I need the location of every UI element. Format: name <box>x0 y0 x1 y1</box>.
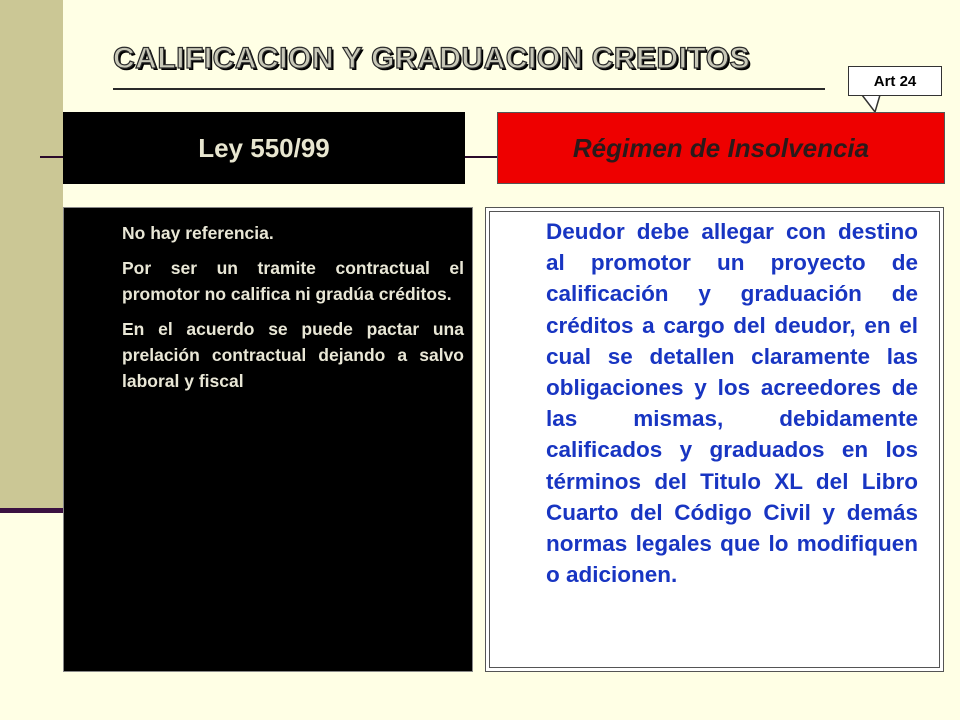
ley-550-paragraph-2: Por ser un tramite contractual el promotor no califica ni gradúa créditos. <box>122 258 464 304</box>
slide-title: CALIFICACION Y GRADUACION CREDITOS <box>113 42 751 75</box>
ley-550-paragraph-3: En el acuerdo se puede pactar una prelación contractual dejando a salvo laboral y fiscal <box>122 319 464 391</box>
regimen-insolvencia-panel <box>485 207 944 672</box>
header-ley-550: Ley 550/99 <box>63 112 465 184</box>
regimen-insolvencia-text: Deudor debe allegar con destino al promotor un proyecto de calificación y graduación de créditos a cargo del deudor, en el cual se detallen claramente las obligaciones y los acreedores de las mismas, debidamente calificados y graduados en los términos del Titulo XL del Libro Cuarto del Código Civil y demás normas legales que lo modifiquen o adicionen. <box>546 219 918 588</box>
decorative-side-bar <box>0 0 63 511</box>
title-underline <box>113 88 825 90</box>
connector-line-left <box>40 156 64 158</box>
header-regimen-insolvencia: Régimen de Insolvencia <box>497 112 945 184</box>
ley-550-paragraph-1: No hay referencia. <box>122 223 274 243</box>
ley-550-panel <box>63 207 473 672</box>
decorative-side-rule <box>0 508 63 513</box>
ley-550-text <box>122 220 464 403</box>
connector-line-middle <box>465 156 498 158</box>
article-badge: Art 24 <box>848 66 942 96</box>
